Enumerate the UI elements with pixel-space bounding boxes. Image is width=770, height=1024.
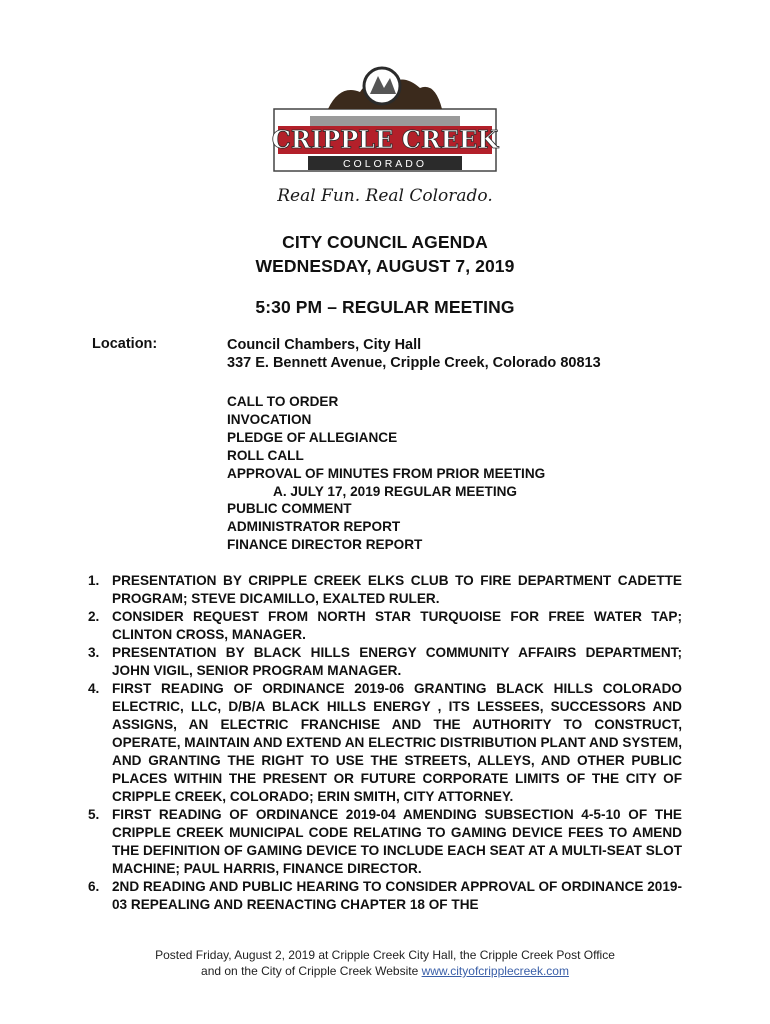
item-text: 2ND READING AND PUBLIC HEARING TO CONSIDER APPROVAL OF ORDINANCE 2019-03 REPEALING AND REENACTING CHAPTER 18 OF THE bbox=[112, 879, 682, 912]
prelim-item: ADMINISTRATOR REPORT bbox=[227, 519, 401, 535]
prelim-subitem: A. JULY 17, 2019 REGULAR MEETING bbox=[273, 483, 518, 499]
prelim-item: APPROVAL OF MINUTES FROM PRIOR MEETING bbox=[227, 465, 546, 481]
agenda-item bbox=[88, 572, 682, 608]
agenda-item bbox=[88, 878, 682, 914]
location-block bbox=[227, 336, 601, 372]
prelim-item: PUBLIC COMMENT bbox=[227, 501, 352, 517]
item-number: 2. bbox=[88, 609, 100, 624]
agenda-items bbox=[88, 572, 682, 914]
item-text: FIRST READING OF ORDINANCE 2019-04 AMENDING SUBSECTION 4-5-10 OF THE CRIPPLE CREEK MUNICIPAL CODE RELATING TO GAMING DEVICE FEES TO AMEND THE DEFINITION OF GAMING DEVICE TO INCLUDE EACH SEAT AT A MULTI-SEAT SLOT MACHINE; PAUL HARRIS, FINANCE DIRECTOR. bbox=[112, 807, 682, 876]
prelim-item: CALL TO ORDER bbox=[227, 394, 339, 409]
agenda-item bbox=[88, 608, 682, 644]
logo-tagline: Real Fun. Real Colorado. bbox=[277, 186, 493, 206]
agenda-item bbox=[88, 806, 682, 878]
agenda-item bbox=[88, 644, 682, 680]
footer-line-1: Posted Friday, August 2, 2019 at Cripple Creek City Hall, the Cripple Creek Post Office bbox=[155, 948, 615, 962]
agenda-date: WEDNESDAY, AUGUST 7, 2019 bbox=[255, 256, 515, 276]
posting-notice bbox=[0, 947, 770, 979]
location-label: Location: bbox=[92, 336, 158, 352]
location-line-2: 337 E. Bennett Avenue, Cripple Creek, Colorado 80813 bbox=[227, 355, 601, 371]
logo-state: COLORADO bbox=[342, 158, 428, 170]
item-text: FIRST READING OF ORDINANCE 2019-06 GRANTING BLACK HILLS COLORADO ELECTRIC, LLC, D/B/A BLACK HILLS ENERGY , ITS LESSEES, SUCCESSORS AND ASSIGNS, AN ELECTRIC FRANCHISE AND THE AUTHORITY TO CONSTRUCT, OPERATE, MAINTAIN AND EXTEND AN ELECTRIC DISTRIBUTION PLANT AND SYSTEM, AND GRANTING THE RIGHT TO USE THE STREETS, ALLEYS, AND OTHER PUBLIC PLACES WITHIN THE PRESENT OR FUTURE CORPORATE LIMITS OF THE CITY OF CRIPPLE CREEK, COLORADO; ERIN SMITH, CITY ATTORNEY. bbox=[112, 681, 682, 804]
item-number: 1. bbox=[88, 573, 100, 588]
footer-line-2 bbox=[0, 963, 770, 979]
website-link[interactable]: www.cityofcripplecreek.com bbox=[421, 964, 569, 978]
location-line-1: Council Chambers, City Hall bbox=[227, 337, 422, 353]
item-number: 6. bbox=[88, 879, 100, 894]
item-text: CONSIDER REQUEST FROM NORTH STAR TURQUOISE FOR FREE WATER TAP; CLINTON CROSS, MANAGER. bbox=[112, 609, 682, 642]
meeting-type: 5:30 PM – REGULAR MEETING bbox=[255, 297, 515, 317]
item-number: 5. bbox=[88, 807, 100, 822]
prelim-item: FINANCE DIRECTOR REPORT bbox=[227, 537, 423, 553]
agenda-title: CITY COUNCIL AGENDA bbox=[282, 232, 488, 252]
item-number: 3. bbox=[88, 645, 100, 660]
preliminary-items bbox=[227, 393, 545, 554]
prelim-item: INVOCATION bbox=[227, 411, 312, 427]
prelim-item: ROLL CALL bbox=[227, 447, 304, 463]
item-number: 4. bbox=[88, 681, 100, 696]
logo-name: CRIPPLE CREEK bbox=[271, 125, 499, 154]
prelim-item: PLEDGE OF ALLEGIANCE bbox=[227, 429, 398, 445]
item-text: PRESENTATION BY BLACK HILLS ENERGY COMMUNITY AFFAIRS DEPARTMENT; JOHN VIGIL, SENIOR PROGRAM MANAGER. bbox=[112, 645, 682, 678]
agenda-item bbox=[88, 680, 682, 806]
footer-line-2-text: and on the City of Cripple Creek Website bbox=[201, 964, 419, 978]
item-text: PRESENTATION BY CRIPPLE CREEK ELKS CLUB TO FIRE DEPARTMENT CADETTE PROGRAM; STEVE DICAMILLO, EXALTED RULER. bbox=[112, 573, 682, 606]
